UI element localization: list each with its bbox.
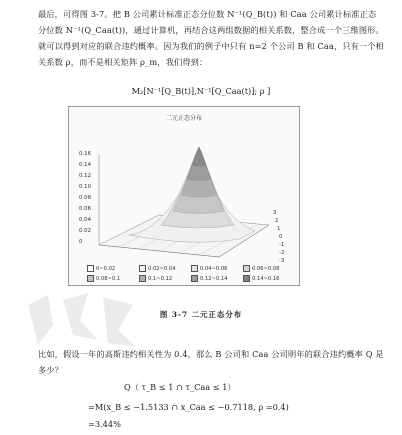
bivariate-normal-formula: M₂[N⁻¹[Q_B(t)],N⁻¹[Q_Caa(t)]; ρ ] — [131, 86, 271, 96]
band-5 — [192, 147, 206, 166]
legend-item — [139, 275, 172, 282]
legend-swatch — [243, 275, 250, 282]
y-tick: 2 — [275, 218, 279, 224]
paragraph-intro: 最后，可得图 3-7。把 B 公司累计标准正态分位数 N⁻¹(Q_B(t)) 和 Caa 公司累计标准正态分位数 N⁻¹(Q_Caa(t))，通过计算机，再结合这两组数据的相关系数，整合成一个三维图形。就可以得到对应的联合违约概率。因为我们的例子中只有 n=2 个公司 B 和 Caa，只有一个相关系数 ρ，而不是相关矩阵 ρ_m，我们得到： — [38, 9, 385, 67]
legend-swatch — [243, 265, 250, 272]
equation-line-2: =M(x_B ≤ −1.5133 ∩ x_Caa ≤ −0.7118, ρ =0.4) — [88, 402, 289, 412]
legend-item — [243, 275, 279, 282]
chart-title: 二元正态分布 — [165, 115, 202, 122]
y-tick: 0 — [279, 234, 283, 240]
legend-label: 0.08~0.1 — [96, 275, 121, 282]
surface-plot — [69, 107, 299, 285]
legend-label: 0.04~0.06 — [200, 265, 228, 272]
legend-label: 0.14~0.16 — [252, 275, 280, 282]
legend-label: 0.02~0.04 — [148, 265, 176, 272]
legend-item — [243, 265, 279, 272]
z-tick: 0 — [79, 239, 83, 245]
z-tick: 0.02 — [79, 228, 92, 234]
z-tick: 0.16 — [79, 151, 92, 157]
y-tick: 3 — [273, 210, 277, 216]
watermark-mark — [18, 285, 148, 355]
legend-label: 0.06~0.08 — [252, 265, 280, 272]
legend-item — [191, 265, 227, 272]
legend-item — [191, 275, 227, 282]
legend-swatch — [87, 265, 94, 272]
legend-swatch — [191, 265, 198, 272]
paragraph-question: 比如，假设一年的高斯违约相关性为 0.4，那么 B 公司和 Caa 公司明年的联合违约概率 Q 是多少？ — [38, 349, 384, 375]
y-tick: 1 — [277, 226, 281, 232]
legend-item — [87, 265, 115, 272]
legend-label: 0.1~0.12 — [148, 275, 173, 282]
z-tick: 0.14 — [79, 162, 92, 168]
z-tick: 0.10 — [79, 184, 92, 190]
z-tick: 0.12 — [79, 173, 92, 179]
legend-swatch — [87, 275, 94, 282]
legend-swatch — [139, 275, 146, 282]
legend-label: 0.12~0.14 — [200, 275, 228, 282]
legend-swatch — [139, 265, 146, 272]
y-tick: -3 — [279, 258, 285, 264]
equation-line-1: Q（ τ_B ≤ 1 ∩ τ_Caa ≤ 1） — [124, 382, 236, 392]
legend-item — [139, 265, 175, 272]
legend-item — [87, 275, 120, 282]
figure-caption: 图 3-7 二元正态分布 — [159, 310, 243, 319]
z-tick: 0.04 — [79, 217, 92, 223]
y-tick: -1 — [279, 242, 285, 248]
z-tick: 0.08 — [79, 195, 92, 201]
legend-label: 0~0.02 — [96, 265, 116, 272]
legend-swatch — [191, 275, 198, 282]
equation-line-3: =3.44% — [88, 419, 121, 429]
y-tick: -2 — [279, 250, 285, 256]
bivariate-normal-chart — [68, 106, 300, 286]
z-tick: 0.06 — [79, 206, 92, 212]
